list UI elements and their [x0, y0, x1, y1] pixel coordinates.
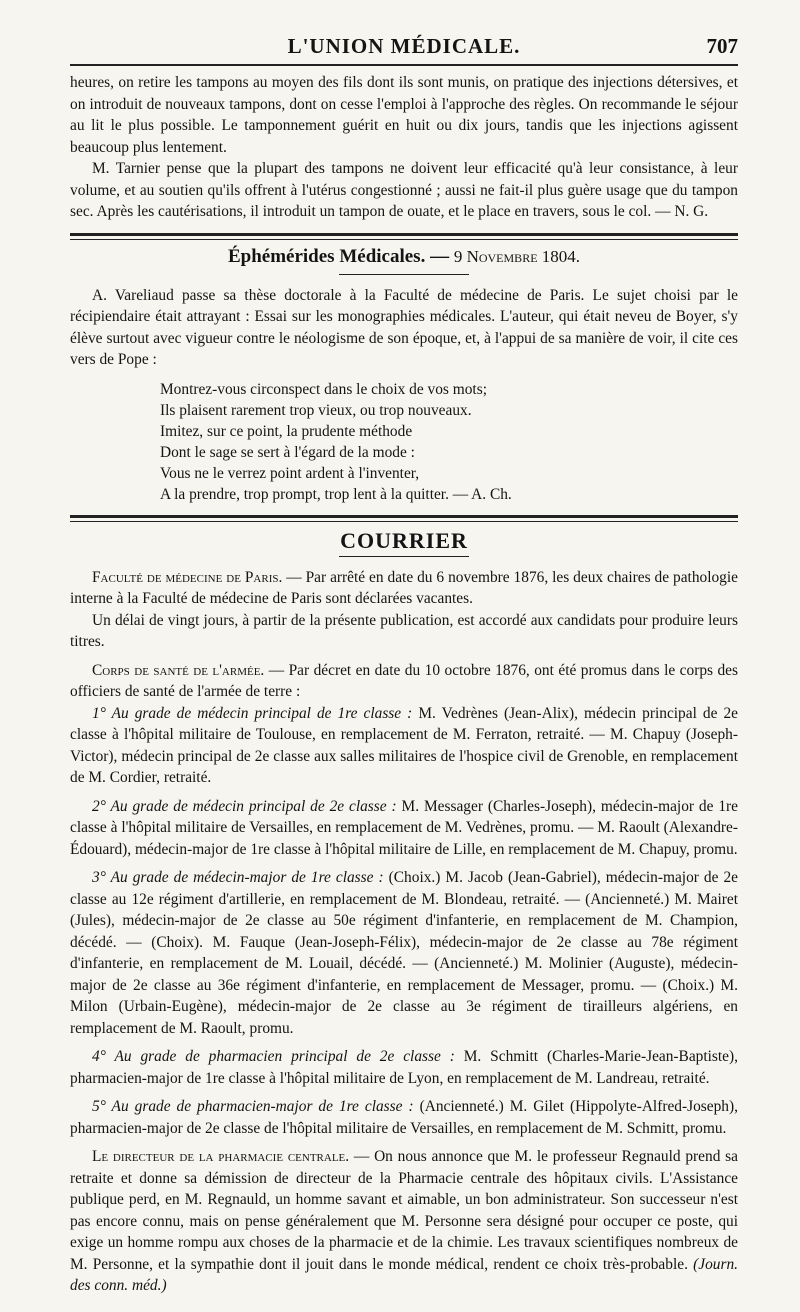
grade-3-paragraph [70, 867, 738, 1039]
verse-line: A la prendre, trop prompt, trop lent à la quitter. — A. Ch. [160, 485, 512, 503]
grade-3-label: 3° Au grade de médecin-major de 1re classe : [92, 869, 384, 886]
grade-3-text: (Choix.) M. Jacob (Jean-Gabriel), médecin-major de 2e classe au 12e régiment d'artillerie, en remplacement de M. Blondeau, retraité. — (Ancienneté.) M. Mairet (Jules), médecin-major de 2e classe au 50e régiment d'infanterie, en remplacement de M. Champion, décédé. — (Choix). M. Fauque (Jean-Joseph-Félix), médecin-major de 2e classe au 78e régiment d'infanterie, en remplacement de M. Louail, décédé. — (Ancienneté.) M. Molinier (Auguste), médecin-major de 2e classe au 36e régiment d'infanterie, en remplacement de Messager, promu. — (Choix.) M. Milon (Urbain-Eugène), médecin-major de 2e classe au 3e régiment de tirailleurs algériens, en remplacement de M. Raoult, promu. [70, 869, 738, 1037]
pope-verses [160, 379, 738, 505]
pharmacie-paragraph [70, 1146, 738, 1297]
corps-text: Par décret en date du 10 octobre 1876, ont été promus dans le corps des officiers de santé de l'armée de terre : [70, 661, 738, 700]
verse-line: Ils plaisent rarement trop vieux, ou trop nouveaux. [160, 401, 472, 419]
pharmacie-source: (Journ. des conn. méd.) [70, 1255, 738, 1294]
grade-5-paragraph [70, 1096, 738, 1139]
ephemerides-title: Éphémérides Médicales. — [227, 245, 450, 267]
grade-5-text: (Ancienneté.) M. Gilet (Hippolyte-Alfred-Joseph), pharmacien-major de 2e classe de l'hôpital militaire de Versailles, en remplacement de M. Schmitt, promu. [70, 1098, 738, 1137]
grade-2-paragraph [70, 796, 738, 861]
faculte-heading: Faculté de médecine de Paris. — [92, 568, 302, 586]
verse-line: Montrez-vous circonspect dans le choix de vos mots; [160, 380, 487, 398]
faculte-paragraph-2: Un délai de vingt jours, à partir de la présente publication, est accordé aux candidats pour produire leurs titres. [70, 611, 738, 650]
verse-line: Vous ne le verrez point ardent à l'inventer, [160, 464, 420, 482]
corps-heading: Corps de santé de l'armée. — [92, 661, 285, 679]
faculte-paragraph [70, 567, 738, 610]
ephemerides-heading [70, 246, 738, 268]
verse-line: Imitez, sur ce point, la prudente méthode [160, 422, 413, 440]
grade-4-paragraph [70, 1046, 738, 1089]
running-header [70, 30, 738, 66]
faculte-text: Par arrêté en date du 6 novembre 1876, les deux chaires de pathologie interne à la Faculté de médecine de Paris sont déclarées vacantes. [70, 568, 738, 607]
journal-title: L'UNION MÉDICALE. [287, 34, 521, 58]
courrier-heading: COURRIER [340, 527, 468, 553]
grade-1-label: 1° Au grade de médecin principal de 1re classe : [92, 704, 413, 722]
heading-underline [339, 274, 469, 275]
ephemerides-date: 9 Novembre 1804. [453, 246, 581, 266]
corps-paragraph [70, 660, 738, 703]
pharmacie-text: On nous annonce que M. le professeur Regnauld prend sa retraite et donne sa démission de directeur de la Pharmacie centrale des hôpitaux civils. L'Assistance publique perd, en M. Regnauld, un homme savant et aimable, un bon administrateur. Son successeur n'est pas encore connu, mais on pense généralement que M. Personne sera désigné pour occuper ce poste, qui exige un homme rompu aux choses de la pharmacie et de la chimie. Les travaux scientifiques nombreux de M. Personne, et la sympathie dont il jouit dans le monde médical, rendent ce choix très-probable. [70, 1148, 738, 1273]
heading-underline [339, 556, 469, 557]
ephemerides-paragraph: A. Vareliaud passe sa thèse doctorale à la Faculté de médecine de Paris. Le sujet choisi par le récipiendaire était attrayant : Essai sur les monographies médicales. L'auteur, qui était neveu de Boyer, s'y élève surtout avec vigueur contre le néologisme de son époque, et, à l'appui de sa manière de voir, il cite ces vers de Pope : [70, 286, 738, 368]
page-number: 707 [706, 34, 738, 58]
grade-1-text: M. Vedrènes (Jean-Alix), médecin principal de 2e classe à l'hôpital militaire de Toulouse, en remplacement de M. Ferraton, retraité. — M. Chapuy (Joseph-Victor), médecin principal de 2e classe aux salles militaires de l'hospice civil de Grenoble, en remplacement de M. Cordier, retraité. [70, 704, 738, 786]
intro-paragraph-2: M. Tarnier pense que la plupart des tampons ne doivent leur efficacité qu'à leur consistance, à leur volume, et au soutien qu'ils offrent à l'utérus congestionné ; aussi ne fait-il plus guère usage que du tampon sec. Après les cautérisations, il introduit un tampon de ouate, et le place en travers, sous le col. — N. G. [70, 160, 738, 220]
grade-2-text: M. Messager (Charles-Joseph), médecin-major de 1re classe à l'hôpital militaire de Versailles, en remplacement de M. Vedrènes, promu. — M. Raoult (Alexandre-Édouard), médecin-major de 1re classe à l'hôpital militaire de Lille, en remplacement de M. Chapuy, promu. [70, 797, 738, 858]
verse-line: Dont le sage se sert à l'égard de la mode : [160, 443, 415, 461]
section-divider [70, 515, 738, 522]
grade-1-paragraph [70, 703, 738, 789]
intro-paragraph-1: heures, on retire les tampons au moyen des fils dont ils sont munis, on pratique des injections détersives, et on introduit de nouveaux tampons, dont on cesse l'emploi à l'approche des règles. On recommande le séjour au lit le plus possible. Le tamponnement guérit en huit ou dix jours, tandis que les injections agissent beaucoup plus lentement. [70, 74, 738, 156]
section-divider [70, 233, 738, 240]
pharmacie-heading: Le directeur de la pharmacie centrale. — [92, 1148, 370, 1165]
grade-4-text: M. Schmitt (Charles-Marie-Jean-Baptiste), pharmacien-major de 1re classe à l'hôpital militaire de Lyon, en remplacement de M. Landreau, retraité. [70, 1048, 738, 1087]
grade-2-label: 2° Au grade de médecin principal de 2e classe : [92, 797, 397, 815]
grade-4-label: 4° Au grade de pharmacien principal de 2e classe : [92, 1048, 455, 1065]
grade-5-label: 5° Au grade de pharmacien-major de 1re classe : [92, 1098, 414, 1115]
